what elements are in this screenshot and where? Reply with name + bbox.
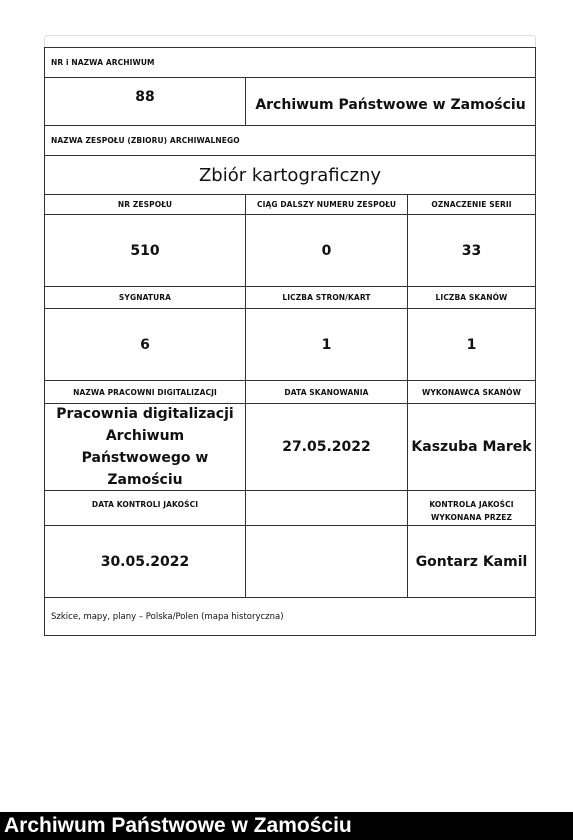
scanner-label: WYKONAWCA SKANÓW: [408, 381, 535, 404]
scan-date-value: 27.05.2022: [246, 404, 408, 491]
scanner-value: Kaszuba Marek: [408, 404, 535, 491]
qc-date-label: DATA KONTROLI JAKOŚCI: [45, 491, 246, 526]
fonds-number-value: 510: [45, 215, 246, 287]
fonds-continuation-value: 0: [246, 215, 408, 287]
archive-label: NR i NAZWA ARCHIWUM: [45, 48, 535, 78]
fonds-name: Zbiór kartograficzny: [45, 156, 535, 195]
qc-by-value: Gontarz Kamil: [408, 526, 535, 598]
series-value: 33: [408, 215, 535, 287]
scan-date-label: DATA SKANOWANIA: [246, 381, 408, 404]
signature-label: SYGNATURA: [45, 287, 246, 309]
scans-label: LICZBA SKANÓW: [408, 287, 535, 309]
archive-name: Archiwum Państwowe w Zamościu: [246, 78, 535, 126]
card-top-edge: [44, 35, 536, 47]
qc-by-label: KONTROLA JAKOŚCI WYKONANA PRZEZ: [408, 491, 535, 526]
archive-number: 88: [45, 78, 246, 126]
fonds-number-label: NR ZESPOŁU: [45, 195, 246, 215]
description: Szkice, mapy, plany – Polska/Polen (mapa historyczna): [51, 611, 284, 622]
qc-date-value: 30.05.2022: [45, 526, 246, 598]
fonds-continuation-label: CIĄG DALSZY NUMERU ZESPOŁU: [246, 195, 408, 215]
series-label: OZNACZENIE SERII: [408, 195, 535, 215]
empty-value: [246, 526, 408, 598]
pages-label: LICZBA STRON/KART: [246, 287, 408, 309]
scans-value: 1: [408, 309, 535, 381]
fonds-label: NAZWA ZESPOŁU (ZBIORU) ARCHIWALNEGO: [45, 126, 535, 156]
archive-banner: Archiwum Państwowe w Zamościu: [0, 812, 573, 840]
empty-label: [246, 491, 408, 526]
metrics-card: [44, 47, 536, 636]
studio-label: NAZWA PRACOWNI DIGITALIZACJI: [45, 381, 246, 404]
studio-value: Pracownia digitalizacji Archiwum Państwowego w Zamościu: [45, 404, 246, 491]
signature-value: 6: [45, 309, 246, 381]
pages-value: 1: [246, 309, 408, 381]
